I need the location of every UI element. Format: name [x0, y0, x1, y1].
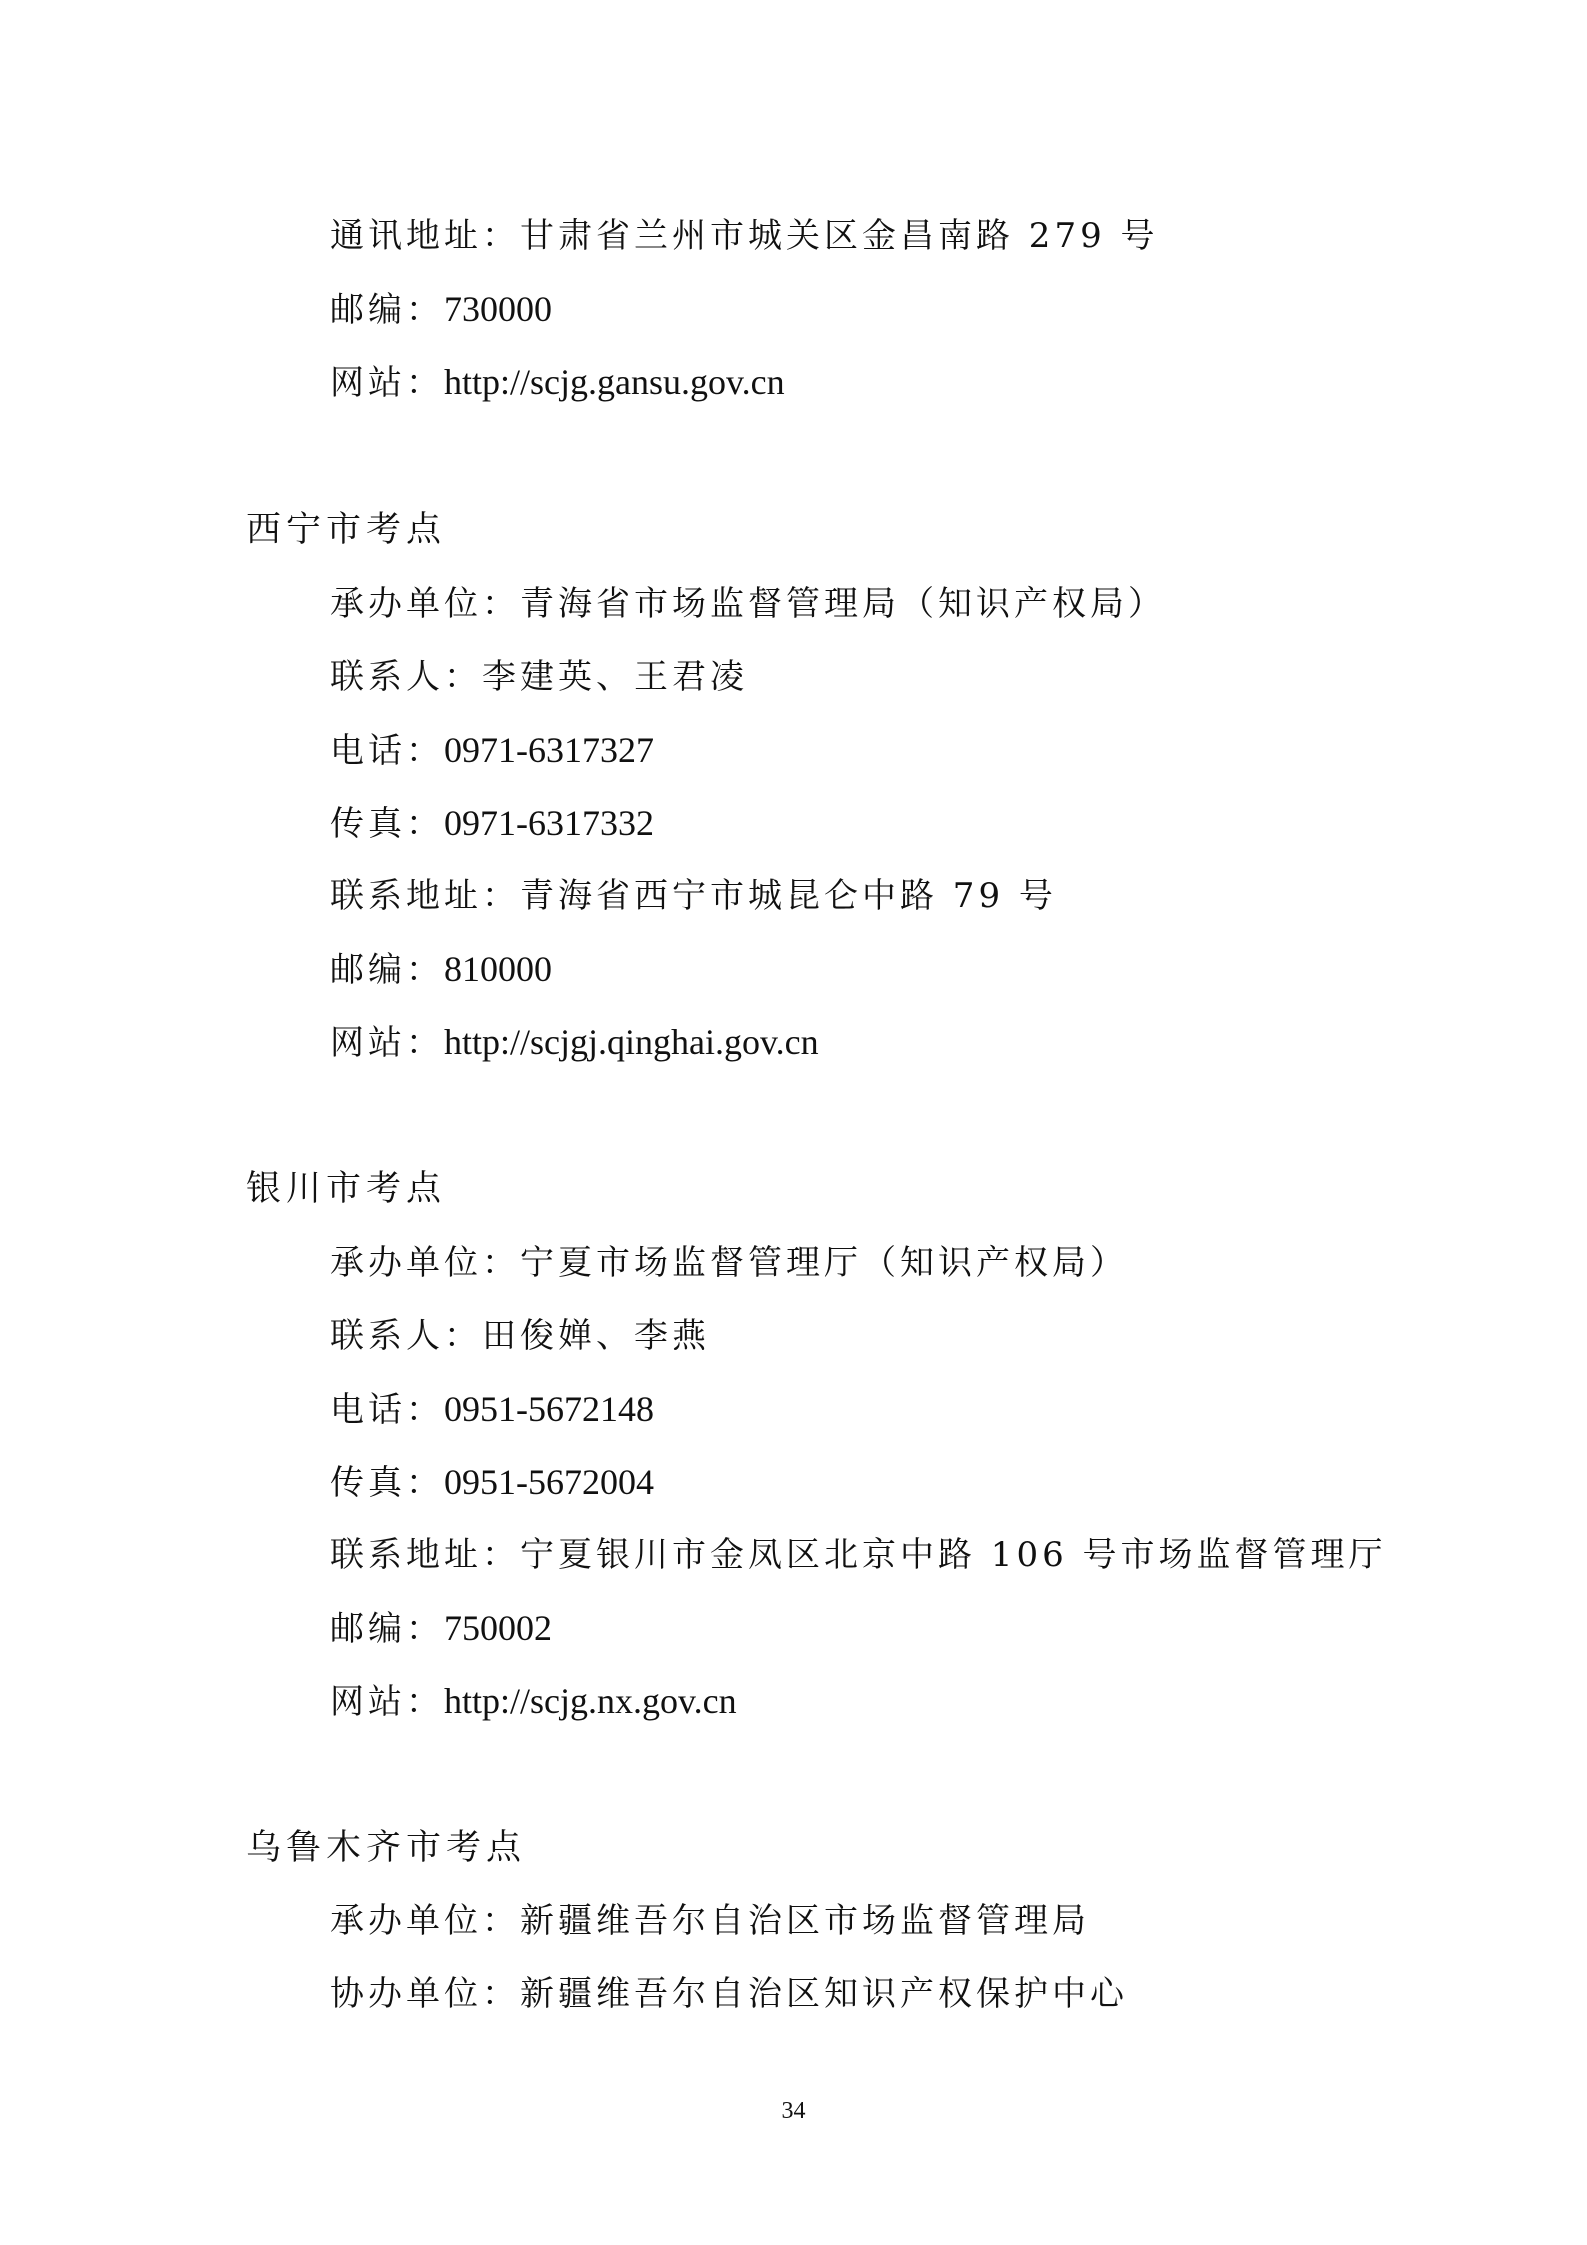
- website-link[interactable]: http://scjg.gansu.gov.cn: [444, 362, 785, 402]
- host-value: 青海省市场监督管理局（知识产权局）: [520, 584, 1166, 624]
- yinchuan-website-line: [330, 1679, 737, 1724]
- address-value: 甘肃省兰州市城关区金昌南路 279 号: [520, 216, 1159, 256]
- postcode-label: 邮编：: [330, 950, 444, 990]
- xining-website-line: [330, 1020, 819, 1065]
- co-host-value: 新疆维吾尔自治区知识产权保护中心: [520, 1974, 1128, 2014]
- urumqi-host-line: [330, 1899, 1090, 1943]
- website-label: 网站：: [330, 1023, 444, 1063]
- contact-label: 联系人：: [330, 657, 482, 697]
- xining-postcode-line: [330, 947, 552, 992]
- page-number: 34: [781, 2098, 806, 2124]
- phone-label: 电话：: [330, 1390, 444, 1430]
- postcode-value: 750002: [444, 1608, 552, 1648]
- fax-label: 传真：: [330, 1463, 444, 1503]
- contact-value: 田俊婵、李燕: [482, 1316, 710, 1356]
- xining-heading: 西宁市考点: [246, 510, 447, 550]
- postcode-value: 730000: [444, 289, 552, 329]
- website-link[interactable]: http://scjg.nx.gov.cn: [444, 1681, 737, 1721]
- address-label: 联系地址：: [330, 876, 520, 916]
- yinchuan-phone-line: [330, 1387, 654, 1432]
- xining-phone-line: [330, 728, 654, 773]
- top-postcode-line: [330, 287, 552, 332]
- address-value: 宁夏银川市金凤区北京中路 106 号市场监督管理厅: [520, 1535, 1387, 1575]
- phone-value: 0951-5672148: [444, 1389, 654, 1429]
- website-label: 网站：: [330, 363, 444, 403]
- postcode-value: 810000: [444, 949, 552, 989]
- contact-label: 联系人：: [330, 1316, 482, 1356]
- host-value: 新疆维吾尔自治区市场监督管理局: [520, 1901, 1090, 1941]
- postcode-label: 邮编：: [330, 290, 444, 330]
- xining-fax-line: [330, 801, 654, 846]
- phone-label: 电话：: [330, 731, 444, 771]
- xining-host-line: [330, 582, 1166, 626]
- yinchuan-address-line: [330, 1533, 1387, 1577]
- yinchuan-contact-line: [330, 1314, 710, 1358]
- address-label: 联系地址：: [330, 1535, 520, 1575]
- postcode-label: 邮编：: [330, 1609, 444, 1649]
- address-label: 通讯地址：: [330, 216, 520, 256]
- urumqi-cohost-line: [330, 1972, 1128, 2016]
- fax-label: 传真：: [330, 804, 444, 844]
- yinchuan-host-line: [330, 1241, 1128, 1285]
- xining-address-line: [330, 874, 1057, 918]
- contact-value: 李建英、王君凌: [482, 657, 748, 697]
- website-link[interactable]: http://scjgj.qinghai.gov.cn: [444, 1022, 819, 1062]
- urumqi-heading: 乌鲁木齐市考点: [246, 1828, 527, 1868]
- host-value: 宁夏市场监督管理厅（知识产权局）: [520, 1243, 1128, 1283]
- co-host-label: 协办单位：: [330, 1974, 520, 2014]
- top-address-line: [330, 214, 1159, 258]
- website-label: 网站：: [330, 1682, 444, 1722]
- fax-value: 0951-5672004: [444, 1462, 654, 1502]
- fax-value: 0971-6317332: [444, 803, 654, 843]
- host-label: 承办单位：: [330, 584, 520, 624]
- yinchuan-fax-line: [330, 1460, 654, 1505]
- xining-contact-line: [330, 655, 748, 699]
- address-value: 青海省西宁市城昆仑中路 79 号: [520, 876, 1057, 916]
- yinchuan-heading: 银川市考点: [246, 1169, 447, 1209]
- yinchuan-postcode-line: [330, 1606, 552, 1651]
- top-website-line: [330, 360, 785, 405]
- phone-value: 0971-6317327: [444, 730, 654, 770]
- host-label: 承办单位：: [330, 1901, 520, 1941]
- host-label: 承办单位：: [330, 1243, 520, 1283]
